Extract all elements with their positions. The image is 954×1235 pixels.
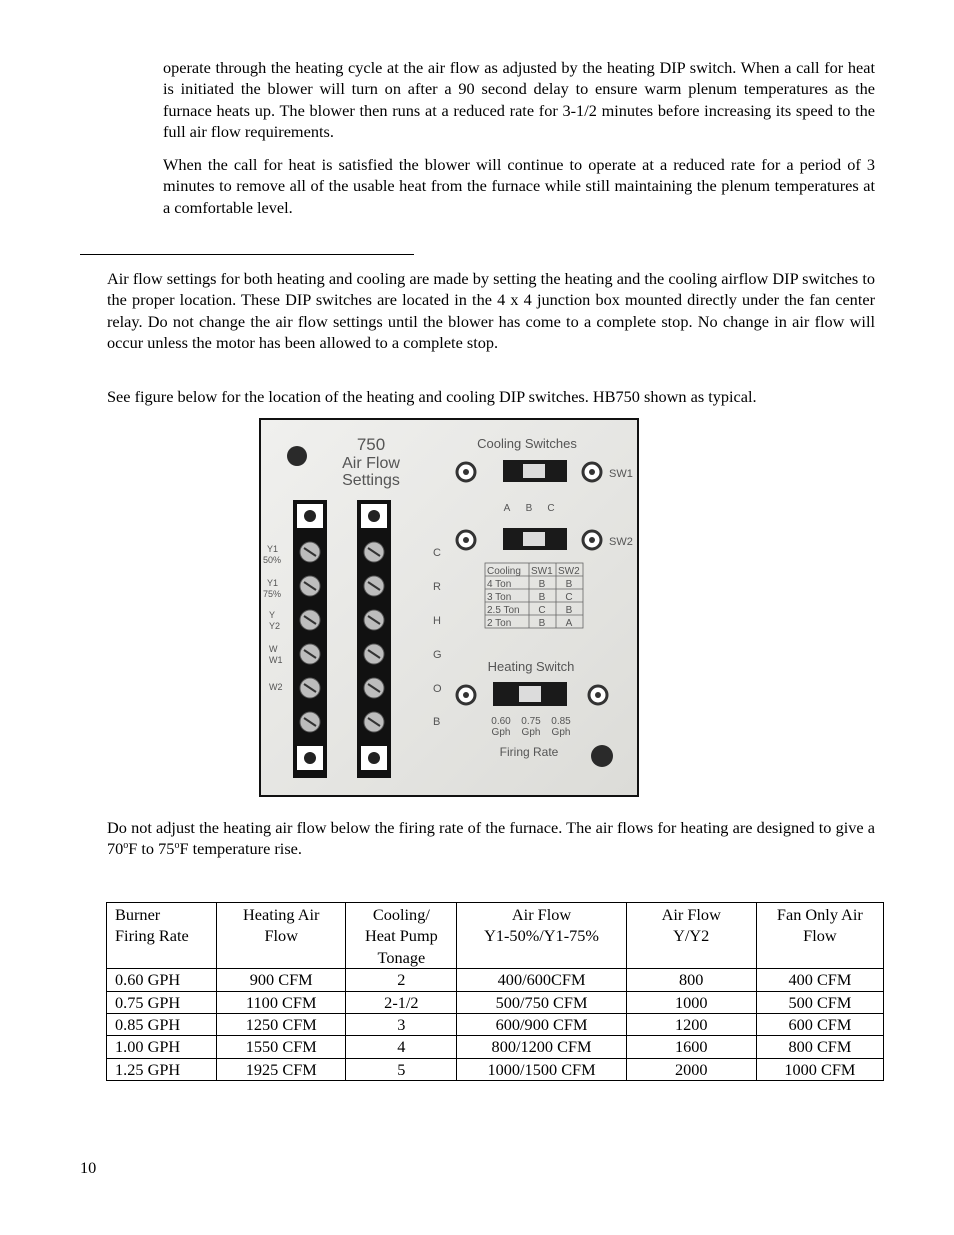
terminal-label-left: 75% [263, 589, 282, 599]
table-cell: 1.00 GPH [107, 1036, 217, 1058]
table-row [107, 1036, 884, 1058]
table-cell: 600 CFM [756, 1014, 883, 1036]
gph-value: 0.75 [521, 716, 541, 727]
terminal-label-right: C [433, 547, 441, 559]
table-cell: 1550 CFM [217, 1036, 346, 1058]
table-cell: 1.25 GPH [107, 1058, 217, 1080]
terminal-label-left: 50% [263, 555, 282, 565]
position-a-label: A [503, 503, 511, 514]
table-cell: 1000 [626, 991, 756, 1013]
cooling-table-cell: C [565, 592, 573, 603]
table-row [107, 1014, 884, 1036]
table-cell: 1000 CFM [756, 1058, 883, 1080]
terminal-label-right: O [433, 683, 442, 695]
table-cell: 5 [346, 1058, 457, 1080]
table-cell: 1600 [626, 1036, 756, 1058]
cooling-table-header-sw2: SW2 [558, 566, 580, 577]
terminal-label-right: R [433, 581, 441, 593]
sw2-label: SW2 [609, 536, 633, 548]
cooling-table-cell: B [538, 579, 546, 590]
degree-mark: o [123, 840, 129, 852]
paragraph-firing-rate-note [107, 817, 875, 860]
gph-unit: Gph [491, 727, 511, 738]
table-cell: 1925 CFM [217, 1058, 346, 1080]
table-cell: 500/750 CFM [457, 991, 626, 1013]
table-cell: 2 [346, 969, 457, 991]
page-number: 10 [80, 1158, 97, 1177]
cooling-table-cell: 3 Ton [487, 592, 512, 603]
position-b-label: B [525, 503, 533, 514]
paragraph-see-figure: See figure below for the location of the heating and cooling DIP switches. HB750 shown as typical. [107, 387, 757, 406]
cooling-table-header-cooling: Cooling [487, 566, 521, 577]
table-cell: 2-1/2 [346, 991, 457, 1013]
gph-unit: Gph [551, 727, 571, 738]
model-label: 750 [356, 435, 386, 454]
cooling-table-cell: C [538, 605, 546, 616]
note-text: F temperature rise. [179, 839, 302, 859]
mounting-hole-icon [287, 446, 307, 466]
cooling-switches-label: Cooling Switches [477, 436, 577, 451]
gph-value: 0.60 [491, 716, 511, 727]
header-burner-firing-rate: Burner Firing Rate [107, 903, 217, 969]
table-cell: 900 CFM [217, 969, 346, 991]
table-row [107, 991, 884, 1013]
table-cell: 800 CFM [756, 1036, 883, 1058]
terminal-label-left: W [269, 644, 278, 654]
paragraph-heat-satisfied: When the call for heat is satisfied the blower will continue to operate at a reduced rate for a period of 3 minutes to remove all of the usable heat from the furnace while still maintaining the plenum temperatures at a comfortable level. [163, 155, 875, 217]
cooling-table-cell: 2.5 Ton [487, 605, 520, 616]
cooling-table-cell: 4 Ton [487, 579, 512, 590]
cooling-table-cell: B [565, 579, 573, 590]
terminal-label-right: B [433, 716, 441, 728]
section-divider [80, 254, 414, 255]
note-text: F to 75 [128, 839, 175, 859]
terminal-label-left: W2 [269, 682, 283, 692]
table-cell: 0.85 GPH [107, 1014, 217, 1036]
header-cooling-tonage: Cooling/ Heat Pump Tonage [346, 903, 457, 969]
dip-switch-panel [261, 420, 637, 795]
table-cell: 1000/1500 CFM [457, 1058, 626, 1080]
terminal-label-right: H [433, 615, 441, 627]
header-heating-air-flow: Heating Air Flow [217, 903, 346, 969]
gph-value: 0.85 [551, 716, 571, 727]
table-cell: 0.75 GPH [107, 991, 217, 1013]
cooling-table-cell: B [565, 605, 573, 616]
degree-mark: o [174, 840, 180, 852]
terminal-label-right: G [433, 649, 442, 661]
terminal-label-left: Y1 [267, 544, 279, 554]
paragraph-airflow-settings: Air flow settings for both heating and cooling are made by setting the heating and the cooling airflow DIP switches to the proper location. These DIP switches are located in the 4 x 4 junction box mounted directly under the fan center relay. Do not change the air flow settings until the blower has come to a complete stop. No change in air flow will occur unless the motor has been allowed to a complete stop. [107, 269, 875, 353]
table-cell: 1250 CFM [217, 1014, 346, 1036]
header-fan-only: Fan Only Air Flow [756, 903, 883, 969]
firing-rate-label: Firing Rate [499, 745, 559, 759]
table-cell: 800/1200 CFM [457, 1036, 626, 1058]
terminal-label-left: W1 [269, 655, 283, 665]
table-cell: 600/900 CFM [457, 1014, 626, 1036]
table-row [107, 1058, 884, 1080]
terminal-label-left: Y2 [269, 621, 281, 631]
airflow-table [106, 902, 884, 1081]
table-cell: 400 CFM [756, 969, 883, 991]
terminal-label-left: Y1 [267, 578, 279, 588]
header-airflow-y-y2: Air Flow Y/Y2 [626, 903, 756, 969]
table-cell: 2000 [626, 1058, 756, 1080]
mounting-hole-icon [591, 745, 613, 767]
table-cell: 1200 [626, 1014, 756, 1036]
figure-title-line2: Settings [342, 472, 400, 489]
table-header-row [107, 903, 884, 969]
cooling-table-cell: B [538, 592, 546, 603]
dip-switch-photo [259, 418, 639, 797]
position-c-label: C [547, 503, 555, 514]
table-row [107, 969, 884, 991]
gph-unit: Gph [521, 727, 541, 738]
sw1-label: SW1 [609, 468, 633, 480]
figure-title-line1: Air Flow [342, 455, 400, 472]
terminal-label-left: Y [269, 610, 276, 620]
cooling-table-cell: B [538, 618, 546, 629]
paragraph-heating-cycle: operate through the heating cycle at the air flow as adjusted by the heating DIP switch. When a call for heat is initiated the blower will turn on after a 90 second delay to ensure warm plenum temperatures as the furnace heats up. The blower then runs at a reduced rate for 3-1/2 minutes before increasing its speed to the full air flow requirements. [163, 58, 875, 142]
cooling-table-cell: A [565, 618, 573, 629]
table-cell: 3 [346, 1014, 457, 1036]
table-cell: 4 [346, 1036, 457, 1058]
table-cell: 1100 CFM [217, 991, 346, 1013]
cooling-table-cell: 2 Ton [487, 618, 512, 629]
table-cell: 0.60 GPH [107, 969, 217, 991]
table-cell: 800 [626, 969, 756, 991]
table-cell: 500 CFM [756, 991, 883, 1013]
table-cell: 400/600CFM [457, 969, 626, 991]
heating-switch-label: Heating Switch [487, 659, 575, 674]
header-airflow-y1: Air Flow Y1-50%/Y1-75% [457, 903, 626, 969]
cooling-table-header-sw1: SW1 [531, 566, 553, 577]
note-text: Do not adjust the heating air flow below the firing rate of the furnace. The air flows for heating are designed to give a 70 [107, 818, 875, 859]
